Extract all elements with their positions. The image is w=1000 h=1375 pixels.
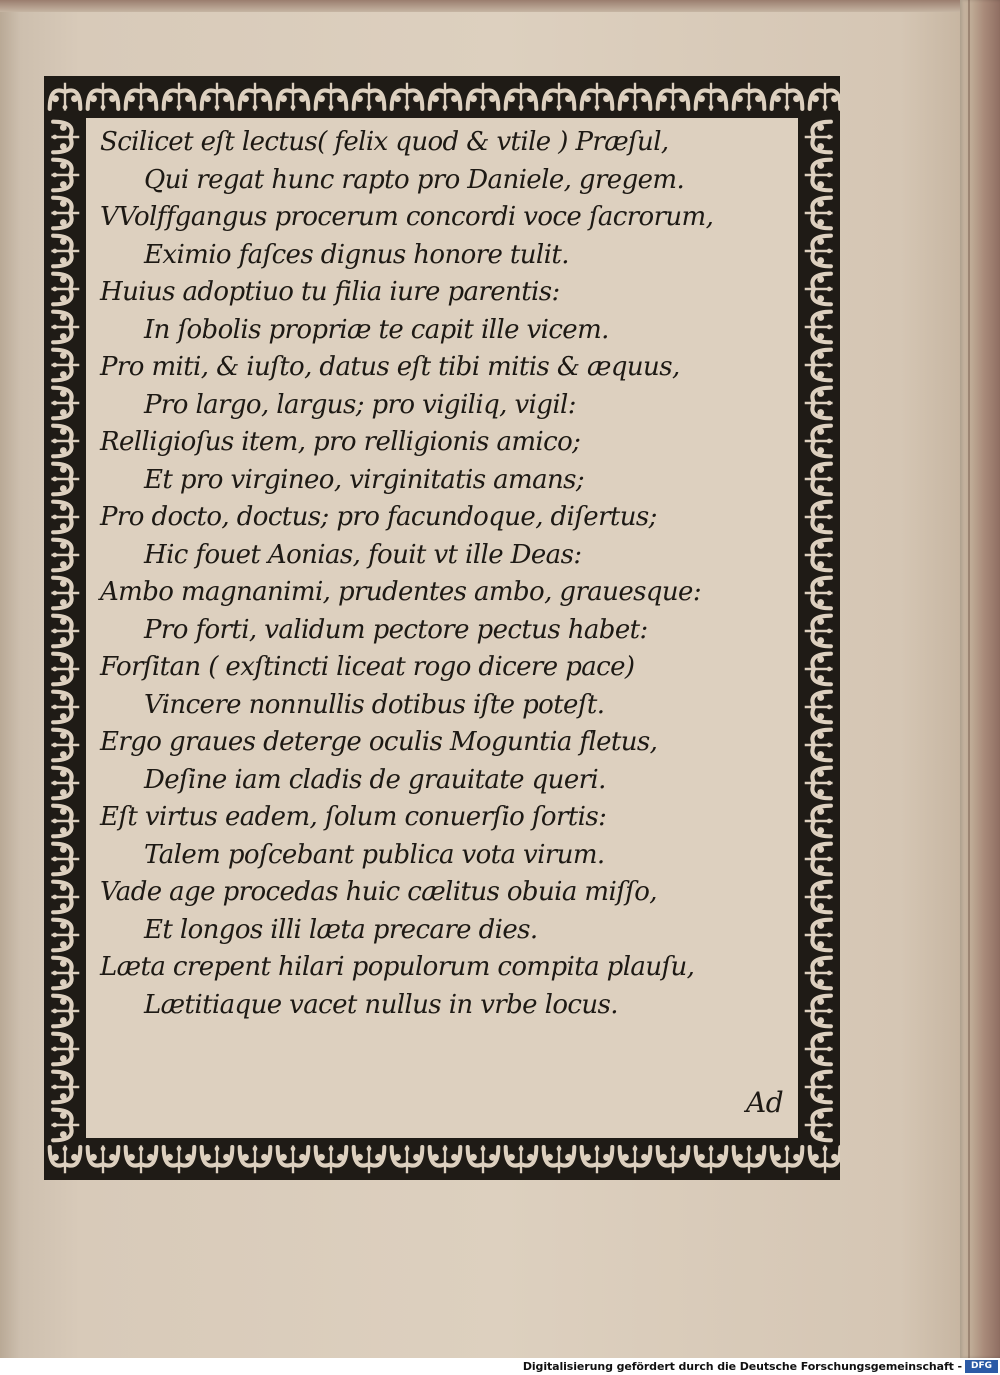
verse-line: Eſt virtus eadem, ſolum conuerſio ſortis: (100, 802, 607, 832)
verse-line: Forſitan ( exſtincti liceat rogo dicere pace) (100, 652, 635, 682)
digitization-credit: Digitalisierung gefördert durch die Deutsche Forschungsgemeinschaft - (522, 1360, 962, 1373)
verse-line: Huius adoptiuo tu filia iure parentis: (100, 277, 560, 307)
dfg-logo: DFG (965, 1360, 998, 1373)
verse-line: Deſine iam cladis de grauitate queri. (144, 764, 606, 795)
verse-line: Vincere nonnullis dotibus iſte poteſt. (144, 689, 605, 720)
verse-line: Pro miti, & iuſto, datus eſt tibi mitis & æquus, (100, 352, 680, 382)
book-edge (960, 0, 1000, 1358)
verse-line: VVolffgangus procerum concordi voce ſacrorum, (100, 202, 714, 232)
verse-line: Qui regat hunc rapto pro Daniele, gregem. (144, 164, 685, 195)
verse-line: Scilicet eſt lectus( felix quod & vtile ) Præſul, (100, 127, 669, 157)
verse-line: Ergo graues deterge oculis Moguntia fletus, (100, 727, 658, 757)
verse-line: Eximio faſces dignus honore tulit. (144, 239, 569, 270)
catchword: Ad (746, 1086, 784, 1119)
verse-line: In ſobolis propriæ te capit ille vicem. (144, 314, 609, 345)
verse-line: Pro forti, validum pectore pectus habet: (144, 614, 648, 645)
verse-line: Et pro virgineo, virginitatis amans; (144, 464, 585, 495)
verse-line: Vade age procedas huic cælitus obuia miſſo, (100, 877, 657, 907)
footer-bar (0, 1358, 1000, 1375)
verse-line: Pro docto, doctus; pro facundoque, diſertus; (100, 502, 657, 532)
verse-line: Pro largo, largus; pro vigiliq, vigil: (144, 389, 576, 420)
verse-line: Hic fouet Aonias, fouit vt ille Deas: (144, 539, 582, 570)
verse-line: Talem poſcebant publica vota virum. (144, 839, 605, 870)
verse-line: Ambo magnanimi, prudentes ambo, grauesque: (100, 577, 701, 607)
verse-line: Et longos illi læta precare dies. (144, 914, 538, 945)
poem-text (100, 124, 800, 1024)
verse-line: Læta crepent hilari populorum compita plauſu, (100, 952, 695, 982)
top-edge-shadow (0, 0, 1000, 12)
verse-line: Relligioſus item, pro relligionis amico; (100, 427, 581, 457)
verse-line: Lætitiaque vacet nullus in vrbe locus. (144, 989, 618, 1020)
